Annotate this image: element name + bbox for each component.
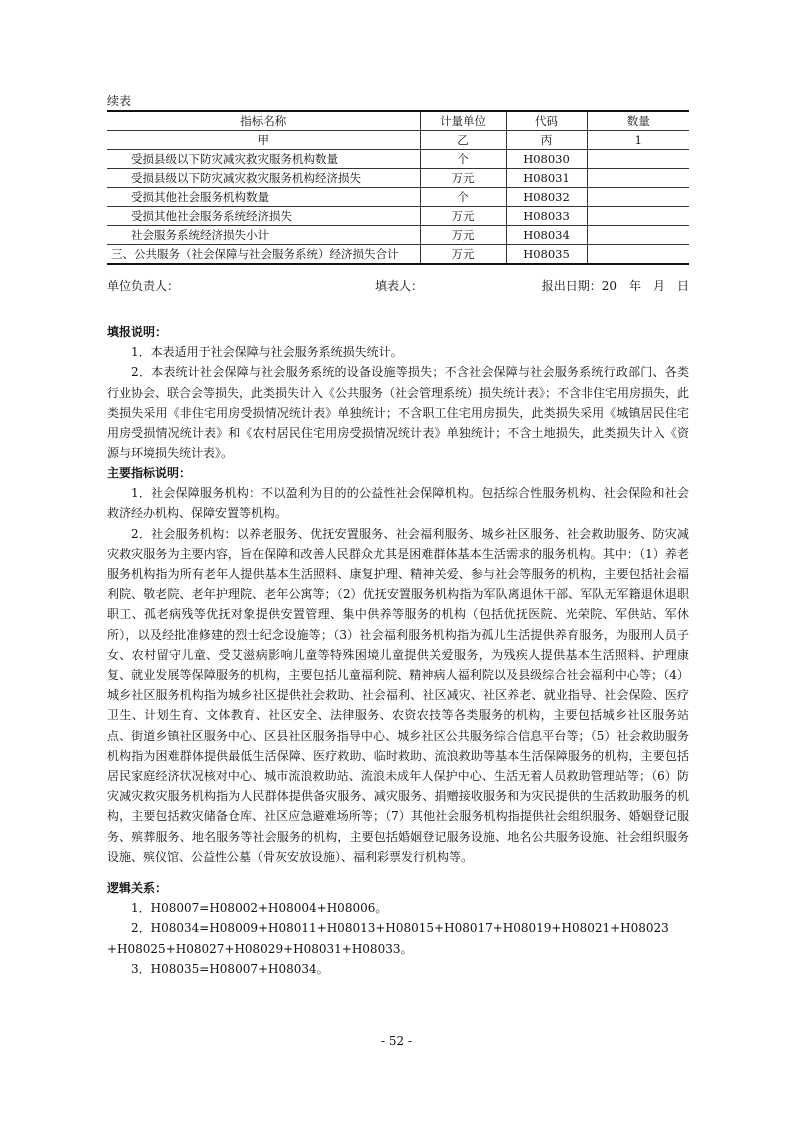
- continued-label: 续表: [107, 94, 132, 108]
- indicator-notes-section: [107, 463, 689, 867]
- row-code: H08033: [506, 207, 587, 226]
- row-code: H08032: [506, 188, 587, 207]
- indicator-notes-heading: 主要指标说明：: [107, 466, 192, 480]
- logic-section: [107, 878, 689, 979]
- table-row: [107, 207, 689, 226]
- row-unit: 万元: [420, 226, 506, 245]
- row-code: H08031: [506, 169, 587, 188]
- row-unit: 万元: [420, 245, 506, 265]
- indicator-note-item: 2．社会服务机构：以养老服务、优抚安置服务、社会福利服务、城乡社区服务、社会救助服务、防灾减灾救灾服务为主要内容，旨在保障和改善人民群众尤其是困难群体基本生活需求的服务机构。其中：（1）养老服务机构指为所有老年人提供基本生活照料、康复护理、精神关爱、参与社会等服务的机构，主要包括社会福利院、敬老院、老年护理院、老年公寓等；（2）优抚安置服务机构指为军队离退休干部、军队无军籍退休退职职工、孤老病残等优抚对象提供安置管理、集中供养等服务的机构（包括优抚医院、光荣院、军供站、军休所），以及经批准修建的烈士纪念设施等；（3）社会福利服务机构指为孤儿生活提供养育服务，为服刑人员子女、农村留守儿童、受艾滋病影响儿童等特殊困境儿童提供关爱服务，为残疾人提供基本生活照料、护理康复、就业发展等保障服务的机构，主要包括儿童福利院、精神病人福利院以及县级综合社会福利中心等；（4）城乡社区服务机构指为城乡社区提供社会救助、社会福利、社区减灾、社区养老、就业指导、社会保险、医疗卫生、计划生育、文体教育、社区安全、法律服务、农资农技等各类服务的机构，主要包括城乡社区服务站点、街道乡镇社区服务中心、区县社区服务指导中心、城乡社区公共服务综合信息平台等；（5）社会救助服务机构指为困难群体提供最低生活保障、医疗救助、临时救助、流浪救助等基本生活保障服务的机构，主要包括居民家庭经济状况核对中心、城市流浪救助站、流浪未成年人保护中心、生活无着人员救助管理站等；（6）防灾减灾救灾服务机构指为人民群体提供备灾服务、减灾服务、捐赠接收服务和为灾民提供的生活救助服务的机构，主要包括救灾储备仓库、社区应急避难场所等；（7）其他社会服务机构指提供社会组织服务、婚姻登记服务、殡葬服务、地名服务等社会服务的机构，主要包括婚姻登记服务设施、地名公共服务设施、社会组织服务设施、殡仪馆、公益性公墓（骨灰安放设施）、福利彩票发行机构等。: [107, 526, 689, 864]
- row-name: 受损其他社会服务机构数量: [107, 188, 420, 207]
- filler-label: 填表人：: [375, 279, 424, 293]
- logic-item-3: 3．H08035=H08007+H08034。: [131, 961, 329, 976]
- row-quantity[interactable]: [587, 207, 689, 226]
- row-name: 受损其他社会服务系统经济损失: [107, 207, 420, 226]
- indicator-note-item: 1．社会保障服务机构：不以盈利为目的的公益性社会保障机构。包括综合性服务机构、社会保险和社会救济经办机构、保障安置等机构。: [107, 486, 689, 521]
- row-code: H08030: [506, 150, 587, 169]
- row-quantity[interactable]: [587, 150, 689, 169]
- row-unit: 个: [420, 150, 506, 169]
- filling-notes-section: [107, 322, 689, 463]
- col-code-yi: 乙: [420, 131, 506, 150]
- row-name: 受损县级以下防灾减灾救灾服务机构数量: [107, 150, 420, 169]
- col-code-1: 1: [587, 131, 689, 150]
- table-row: [107, 226, 689, 245]
- unit-head-label: 单位负责人：: [107, 279, 180, 293]
- logic-item-2-line-2: +H08025+H08027+H08029+H08031+H08033。: [107, 941, 413, 956]
- col-code-bing: 丙: [506, 131, 587, 150]
- header-unit: 计量单位: [420, 111, 506, 131]
- row-name: 三、公共服务（社会保障与社会服务系统）经济损失合计: [107, 245, 420, 265]
- row-code: H08034: [506, 226, 587, 245]
- row-quantity[interactable]: [587, 226, 689, 245]
- page-number: - 52 -: [380, 1034, 412, 1048]
- row-unit: 万元: [420, 207, 506, 226]
- filling-note-item: 2．本表统计社会保障与社会服务系统的设备设施等损失；不含社会保障与社会服务系统行政部门、各类行业协会、联合会等损失，此类损失计入《公共服务（社会管理系统）损失统计表》；不含非住宅用房损失，此类损失采用《非住宅用房受损情况统计表》单独统计；不含职工住宅用房损失，此类损失采用《城镇居民住宅用房受损情况统计表》和《农村居民住宅用房受损情况统计表》单独统计；不含土地损失，此类损失计入《资源与环境损失统计表》。: [107, 365, 690, 461]
- table-row: [107, 150, 689, 169]
- row-quantity[interactable]: [587, 188, 689, 207]
- signature-row: [107, 277, 689, 293]
- row-name: 受损县级以下防灾减灾救灾服务机构经济损失: [107, 169, 420, 188]
- table-header-row: [107, 111, 689, 131]
- row-name: 社会服务系统经济损失小计: [107, 226, 420, 245]
- row-quantity[interactable]: [587, 245, 689, 265]
- col-code-jia: 甲: [107, 131, 420, 150]
- row-code: H08035: [506, 245, 587, 265]
- table-row: [107, 169, 689, 188]
- row-unit: 万元: [420, 169, 506, 188]
- loss-statistics-table: [107, 110, 689, 265]
- header-code: 代码: [506, 111, 587, 131]
- table-code-row: [107, 131, 689, 150]
- row-quantity[interactable]: [587, 169, 689, 188]
- report-date-label: 报出日期：20 年 月 日: [541, 279, 689, 293]
- filling-note-item: 1．本表适用于社会保障与社会服务系统损失统计。: [131, 345, 403, 360]
- logic-item-1: 1．H08007=H08002+H08004+H08006。: [131, 901, 388, 916]
- row-unit: 个: [420, 188, 506, 207]
- header-indicator-name: 指标名称: [107, 111, 420, 131]
- table-row: [107, 188, 689, 207]
- table-row: [107, 245, 689, 265]
- logic-item-2-line-1: 2．H08034=H08009+H08011+H08013+H08015+H08017+H08019+H08021+H08023: [131, 921, 669, 936]
- header-quantity: 数量: [587, 111, 689, 131]
- logic-heading: 逻辑关系：: [107, 881, 168, 895]
- filling-notes-heading: 填报说明：: [107, 325, 168, 339]
